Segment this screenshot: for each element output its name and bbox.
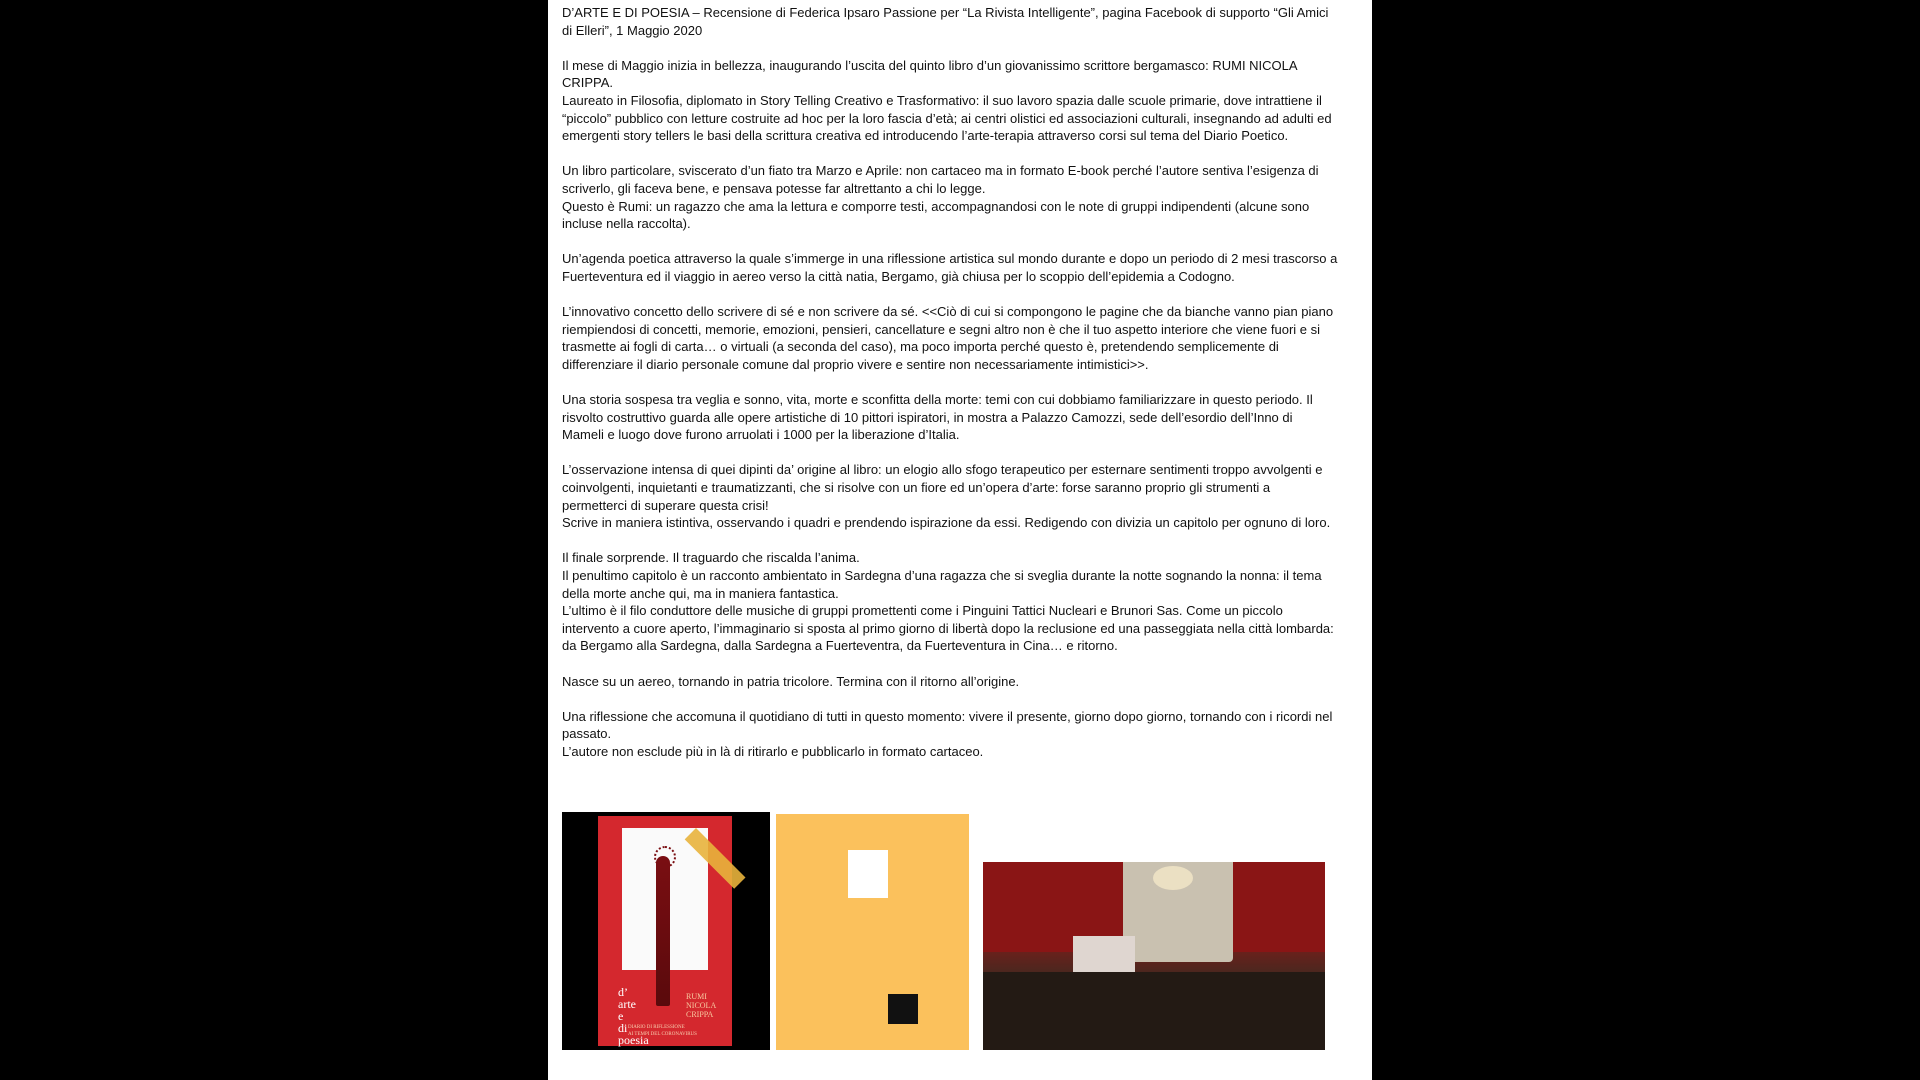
audience	[983, 972, 1325, 1050]
cover-red-panel	[598, 816, 732, 1046]
back-cover-photo	[888, 994, 918, 1024]
paragraph: L’innovativo concetto dello scrivere di sé e non scrivere da sé. <<Ciò di cui si compongono le pagine che da bianche vanno pian piano riempiendosi di concetti, memorie, emozioni, pensieri, cancellature e segni altro non è che il tuo aspetto interiore che viene fuori e si trasmette ai fogli di carta… o virtuali (a seconda del caso), ma poco importa perché questo è, pretendendo semplicemente di differenziare il diario personale comune dal proprio vivere e sentire non necessariamente intimistici>>.	[562, 304, 1334, 372]
paragraph: Un libro particolare, sviscerato d’un fiato tra Marzo e Aprile: non cartaceo ma in formato E-book perché l’autore sentiva l’esigenza di scriverlo, gli faceva bene, e pensava potesse far altrettanto a chi lo legge.	[562, 163, 1319, 196]
cover-subtitle: DIARIO DI RIFLESSIONE AI TEMPI DEL CORONAVIRUS	[628, 1025, 697, 1037]
figure-silhouette	[656, 856, 670, 1006]
paragraph: Il mese di Maggio inizia in bellezza, inaugurando l’uscita del quinto libro d’un giovanissimo scrittore bergamasco: RUMI NICOLA CRIPPA.	[562, 57, 1297, 91]
cover-author: RUMI NICOLA CRIPPA	[686, 992, 717, 1019]
paragraph: D’ARTE E DI POESIA – Recensione di Federica Ipsaro Passione per “La Rivista Intelligente”, pagina Facebook di supporto “Gli Amici di Elleri”, 1 Maggio 2020	[562, 5, 1329, 38]
paragraph: L’autore non esclude più in là di ritirarlo e pubblicarlo in formato cartaceo.	[562, 743, 984, 759]
chandelier	[1153, 866, 1193, 890]
paragraph: Il penultimo capitolo è un racconto ambientato in Sardegna d’una ragazza che si sveglia durante la notte sognando la nonna: il tema della morte anche qui, ma in maniera fantastica.	[562, 568, 1322, 601]
paragraph: Scrive in maniera istintiva, osservando i quadri e prendendo ispirazione da essi. Redigendo con divizia un capitolo per ognuno di loro.	[562, 515, 1331, 531]
paragraph: L’osservazione intensa di quei dipinti da’ origine al libro: un elogio allo sfogo terapeutico per esternare sentimenti troppo avvolgenti e coinvolgenti, inquietanti e traumatizzanti, che si risolve con un fiore ed un’opera d’arte: forse saranno proprio gli strumenti a permetterci di superare questa crisi!	[562, 462, 1323, 513]
book-cover-image	[562, 812, 770, 1050]
article-body	[562, 4, 1338, 761]
back-cover-thumbnail	[848, 850, 888, 898]
paragraph: Questo è Rumi: un ragazzo che ama la lettura e comporre testi, accompagnandosi con le note di gruppi indipendenti (alcune sono incluse nella raccolta).	[562, 198, 1310, 232]
paragraph: Una riflessione che accomuna il quotidiano di tutti in questo momento: vivere il presente, giorno dopo giorno, tornando con i ricordi nel passato.	[562, 708, 1333, 742]
event-photo	[983, 862, 1325, 1050]
image-row	[562, 812, 1352, 1052]
paragraph: Laureato in Filosofia, diplomato in Story Telling Creativo e Trasformativo: il suo lavoro spazia dalle scuole primarie, dove intrattiene il “piccolo” pubblico con letture costruite ad hoc per la loro fascia d’età; ai centri olistici ed associazioni culturali, insegnando ad adulti ed emergenti story tellers le basi della scrittura creativa ed introducendo l’arte-terapia attraverso corsi sul tema del Diario Poetico.	[562, 92, 1332, 144]
paragraph: L’ultimo è il filo conduttore delle musiche di gruppi promettenti come i Pinguini Tattici Nucleari e Brunori Sas. Come un piccolo intervento a cuore aperto, l’immaginario si sposta al primo giorno di libertà dopo la reclusione ed una passeggiata nella città lombarda: da Bergamo alla Sardegna, dalla Sardegna a Fuerteventra, da Fuerteventura in Cina… e ritorno.	[562, 603, 1334, 654]
paragraph: Il finale sorprende. Il traguardo che riscalda l’anima.	[562, 550, 860, 566]
cover-title: d’ arte e di poesia	[618, 985, 649, 1047]
book-back-cover-image	[776, 814, 969, 1050]
paragraph: Nasce su un aereo, tornando in patria tricolore. Termina con il ritorno all’origine.	[562, 673, 1020, 689]
paragraph: Una storia sospesa tra veglia e sonno, vita, morte e sconfitta della morte: temi con cui dobbiamo familiarizzare in questo periodo. Il risvolto costruttivo guarda alle opere artistiche di 10 pittori ispiratori, in mostra a Palazzo Camozzi, sede dell’esordio dell’Inno di Mameli e luogo dove furono arruolati i 1000 per la liberazione d’Italia.	[562, 392, 1313, 443]
paragraph: Un’agenda poetica attraverso la quale s’immerge in una riflessione artistica sul mondo durante e dopo un periodo di 2 mesi trascorso a Fuerteventura ed il viaggio in aereo verso la città natia, Bergamo, già chiusa per lo scoppio dell’epidemia a Codogno.	[562, 251, 1338, 284]
document-page	[548, 0, 1372, 1080]
